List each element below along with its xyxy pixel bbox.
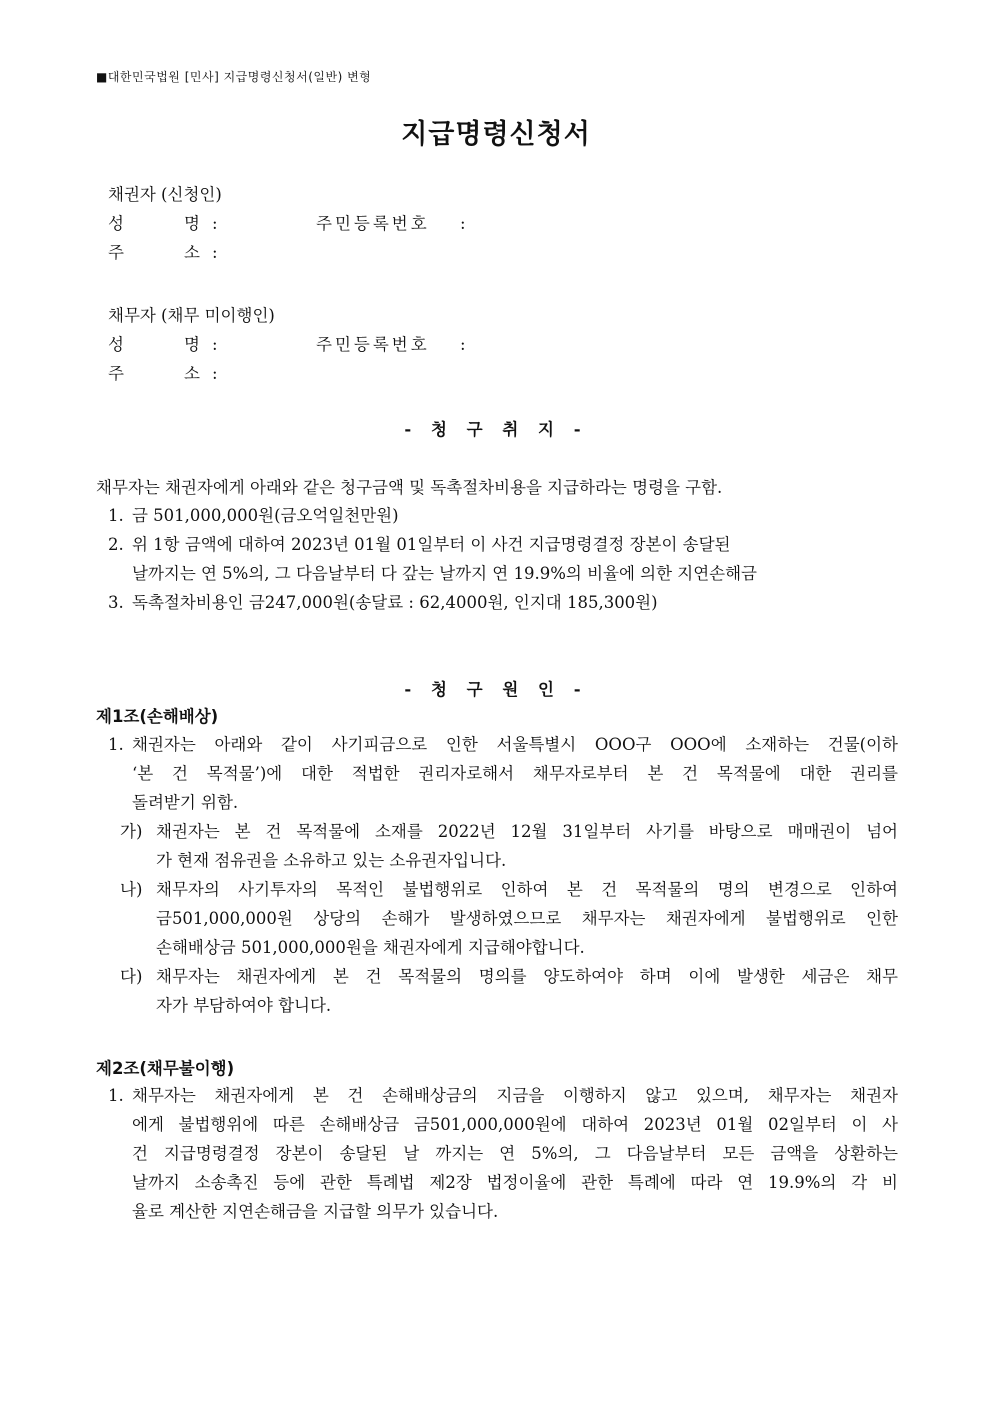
item-line: 날까지는 연 5%의, 그 다음날부터 다 갚는 날까지 연 19.9%의 비율에 의한 지연손해금 — [132, 564, 757, 583]
creditor-id-label: 주민등록번호 — [316, 214, 430, 233]
article-2-item-1 — [108, 1081, 898, 1226]
item-line: 율로 계산한 지연손해금을 지급할 의무가 있습니다. — [132, 1202, 499, 1221]
item-line: 채무자의 사기투자의 목적인 불법행위로 인하여 본 건 목적물의 명의 변경으로 인하여 — [156, 880, 898, 899]
item-line: 금 501,000,000원(금오억일천만원) — [132, 506, 399, 525]
claim-purpose-item-3 — [108, 588, 898, 617]
debtor-id-label: 주민등록번호 — [316, 335, 430, 354]
claim-purpose-heading: - 청 구 취 지 - — [404, 420, 588, 439]
creditor-addr-colon: : — [212, 243, 218, 262]
subitem-number: 가) — [120, 822, 143, 841]
debtor-addr-label-2: 소 — [184, 364, 200, 383]
document-title: 지급명령신청서 — [401, 119, 591, 150]
creditor-addr-label-1: 주 — [108, 243, 124, 262]
article-1-heading: 제1조(손해배상) — [96, 707, 219, 726]
item-number: 1. — [108, 1086, 124, 1105]
item-line: 독촉절차비용인 금247,000원(송달료 : 62,4000원, 인지대 185,300원) — [132, 593, 658, 612]
item-number: 1. — [108, 506, 124, 525]
subitem-number: 다) — [120, 967, 143, 986]
creditor-heading: 채권자 (신청인) — [108, 185, 222, 204]
debtor-heading: 채무자 (채무 미이행인) — [108, 306, 275, 325]
item-line: 자가 부담하여야 합니다. — [156, 996, 332, 1015]
creditor-addr-label-2: 소 — [184, 243, 200, 262]
item-line: 가 현재 점유권을 소유하고 있는 소유권자입니다. — [156, 851, 507, 870]
item-line: 에게 불법행위에 따른 손해배상금 금501,000,000원에 대하여 2023년 01월 02일부터 이 사 — [132, 1115, 898, 1134]
item-number: 1. — [108, 735, 124, 754]
item-line: 돌려받기 위함. — [132, 793, 239, 812]
debtor-id-colon: : — [460, 335, 466, 354]
article-1-subitem-na — [120, 875, 898, 962]
item-line: 채권자는 본 건 목적물에 소재를 2022년 12월 31일부터 사기를 바탕으로 매매권이 넘어 — [156, 822, 898, 841]
claim-cause-heading: - 청 구 원 인 - — [404, 680, 588, 699]
item-line: 손해배상금 501,000,000원을 채권자에게 지급해야합니다. — [156, 938, 585, 957]
creditor-id-colon: : — [460, 214, 466, 233]
debtor-name-label-1: 성 — [108, 335, 124, 354]
item-line: 채권자는 아래와 같이 사기피금으로 인한 서울특별시 OOO구 OOO에 소재하는 건물(이하 — [132, 735, 898, 754]
claim-purpose-item-2 — [108, 530, 898, 588]
article-2-heading: 제2조(채무불이행) — [96, 1059, 235, 1078]
article-1-subitem-da — [120, 962, 898, 1020]
creditor-name-colon: : — [212, 214, 218, 233]
debtor-addr-label-1: 주 — [108, 364, 124, 383]
item-line: 건 지급명령결정 장본이 송달된 날 까지는 연 5%의, 그 다음날부터 모든 금액을 상환하는 — [132, 1144, 898, 1163]
item-line: 날까지 소송촉진 등에 관한 특례법 제2장 법정이율에 관한 특례에 따라 연 19.9%의 각 비 — [132, 1173, 898, 1192]
article-1-item-1 — [108, 730, 898, 817]
debtor-name-colon: : — [212, 335, 218, 354]
claim-purpose-intro: 채무자는 채권자에게 아래와 같은 청구금액 및 독촉절차비용을 지급하라는 명령을 구함. — [96, 478, 723, 497]
claim-purpose-item-1 — [108, 501, 898, 530]
item-line: 채무자는 채권자에게 본 건 목적물의 명의를 양도하여야 하며 이에 발생한 세금은 채무 — [156, 967, 898, 986]
subitem-number: 나) — [120, 880, 143, 899]
form-source-note: ■대한민국법원 [민사] 지급명령신청서(일반) 변형 — [96, 70, 372, 84]
article-1-subitem-ga — [120, 817, 898, 875]
item-line: 채무자는 채권자에게 본 건 손해배상금의 지금을 이행하지 않고 있으며, 채무자는 채권자 — [132, 1086, 898, 1105]
item-line: ‘본 건 목적물’)에 대한 적법한 권리자로해서 채무자로부터 본 건 목적물에 대한 권리를 — [132, 764, 898, 783]
debtor-name-label-2: 명 — [184, 335, 200, 354]
debtor-addr-colon: : — [212, 364, 218, 383]
creditor-name-label-1: 성 — [108, 214, 124, 233]
item-line: 위 1항 금액에 대하여 2023년 01월 01일부터 이 사건 지급명령결정 장본이 송달된 — [132, 535, 731, 554]
item-number: 3. — [108, 593, 124, 612]
item-line: 금501,000,000원 상당의 손해가 발생하였으므로 채무자는 채권자에게 불법행위로 인한 — [156, 909, 898, 928]
item-number: 2. — [108, 535, 124, 554]
creditor-name-label-2: 명 — [184, 214, 200, 233]
